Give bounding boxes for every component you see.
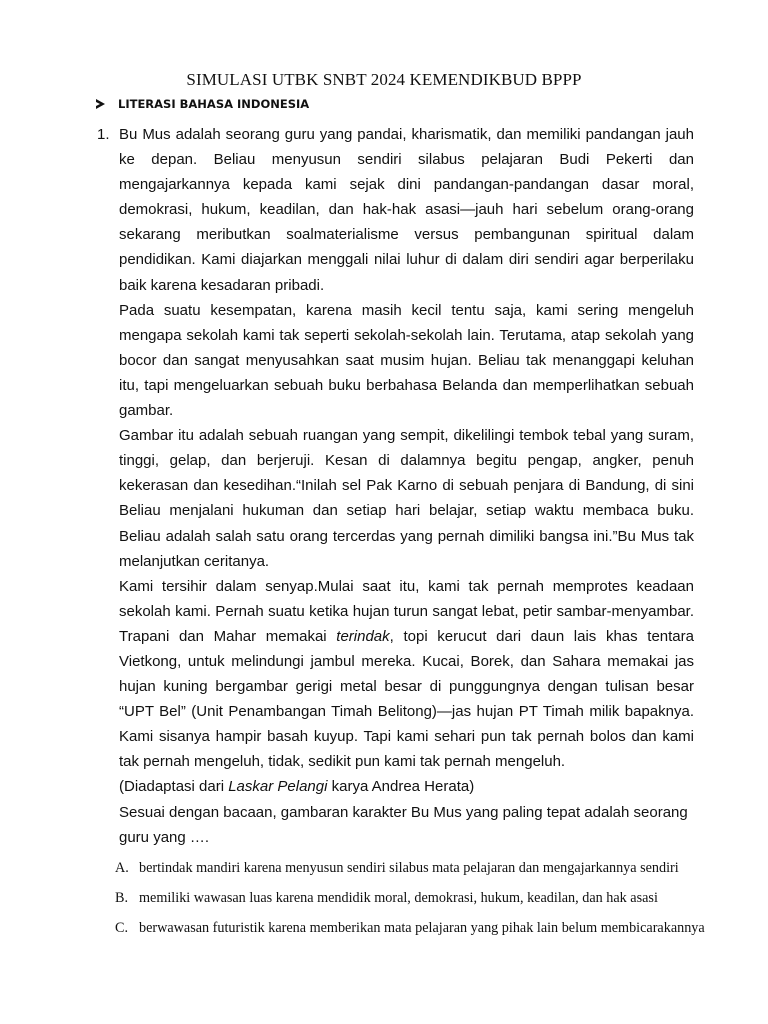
answer-option-b[interactable] <box>115 888 705 918</box>
document-title: SIMULASI UTBK SNBT 2024 KEMENDIKBUD BPPP <box>186 70 582 89</box>
question-number: 1. <box>97 126 110 143</box>
reading-passage <box>119 122 694 850</box>
passage-text: Kami tersihir dalam senyap.Mulai saat itu, kami tak pernah memprotes keadaan sekolah kami. Pernah suatu ketika hujan turun sangat lebat, petir sambar-menyambar. Trapani dan Mahar memakai <box>119 577 694 645</box>
option-letter: A. <box>115 860 129 876</box>
option-text: berwawasan futuristik karena memberikan mata pelajaran yang pihak lain belum membicarakannya <box>139 920 705 936</box>
answer-option-a[interactable] <box>115 858 705 888</box>
passage-paragraph-2: Pada suatu kesempatan, karena masih kecil tentu saja, kami sering mengeluh mengapa sekolah kami tak seperti sekolah-sekolah lain. Terutama, atap sekolah yang bocor dan sangat menyusahkan saat musim hujan. Beliau tak menanggapi keluhan itu, tapi mengeluarkan sebuah buku berbahasa Belanda dan memperlihatkan sebuah gambar. <box>119 301 694 420</box>
question-prompt: Sesuai dengan bacaan, gambaran karakter Bu Mus yang paling tepat adalah seorang guru yang …. <box>119 803 688 846</box>
answer-options <box>115 858 705 948</box>
passage-paragraph-4 <box>119 574 694 775</box>
passage-source <box>119 774 694 799</box>
source-text: (Diadaptasi dari <box>119 778 229 796</box>
passage-paragraph-1: Bu Mus adalah seorang guru yang pandai, kharismatik, dan memiliki pandangan jauh ke depan. Beliau menyusun sendiri silabus pelajaran Budi Pekerti dan mengajarkannya kepada kami sejak dini pandangan-pandangan dasar moral, demokrasi, hukum, keadilan, dan hak-hak asasi—jauh hari sebelum orang-orang sekarang meributkan soalmaterialisme versus pembangunan spiritual dalam pendidikan. Kami diajarkan menggali nilai luhur di dalam diri sendiri agar berperilaku baik karena kesadaran pribadi. <box>119 126 694 294</box>
section-heading <box>96 97 309 111</box>
passage-text: , topi kerucut dari daun lais khas tentara Vietkong, untuk melindungi jambul mereka. Kucai, Borek, dan Sahara memakai jas hujan kuning bergambar gerigi metal besar di punggungnya dengan tulisan besar “UPT Bel” (Unit Penambangan Timah Belitong)—jas hujan PT Timah milik bapaknya. Kami sisanya hampir basah kuyup. Tapi kami sehari pun tak pernah bolos dan kami tak pernah mengeluh, tidak, sedikit pun kami tak pernah mengeluh. <box>119 627 694 771</box>
passage-italic-term: terindak <box>336 627 390 645</box>
answer-option-c[interactable] <box>115 918 705 948</box>
passage-paragraph-3: Gambar itu adalah sebuah ruangan yang sempit, dikelilingi tembok tebal yang suram, tinggi, gelap, dan berjeruji. Kesan di dalamnya begitu pengap, angker, penuh kekerasan dan kesedihan.“Inilah sel Pak Karno di sebuah penjara di Bandung, di sini Beliau menjalani hukuman dan setiap hari belajar, setiap waktu membaca buku. Beliau adalah salah satu orang tercerdas yang pernah dimiliki bangsa ini.”Bu Mus tak melanjutkan ceritanya. <box>119 427 694 570</box>
option-text: memiliki wawasan luas karena mendidik moral, demokrasi, hukum, keadilan, dan hak asasi <box>139 890 658 906</box>
source-book-title: Laskar Pelangi <box>228 778 328 796</box>
section-label: LITERASI BAHASA INDONESIA <box>118 97 310 111</box>
option-letter: C. <box>115 920 129 936</box>
source-text: karya Andrea Herata) <box>327 778 475 796</box>
option-letter: B. <box>115 890 129 906</box>
option-text: bertindak mandiri karena menyusun sendiri silabus mata pelajaran dan mengajarkannya sendiri <box>139 860 679 876</box>
arrowhead-bullet-icon <box>96 99 105 109</box>
